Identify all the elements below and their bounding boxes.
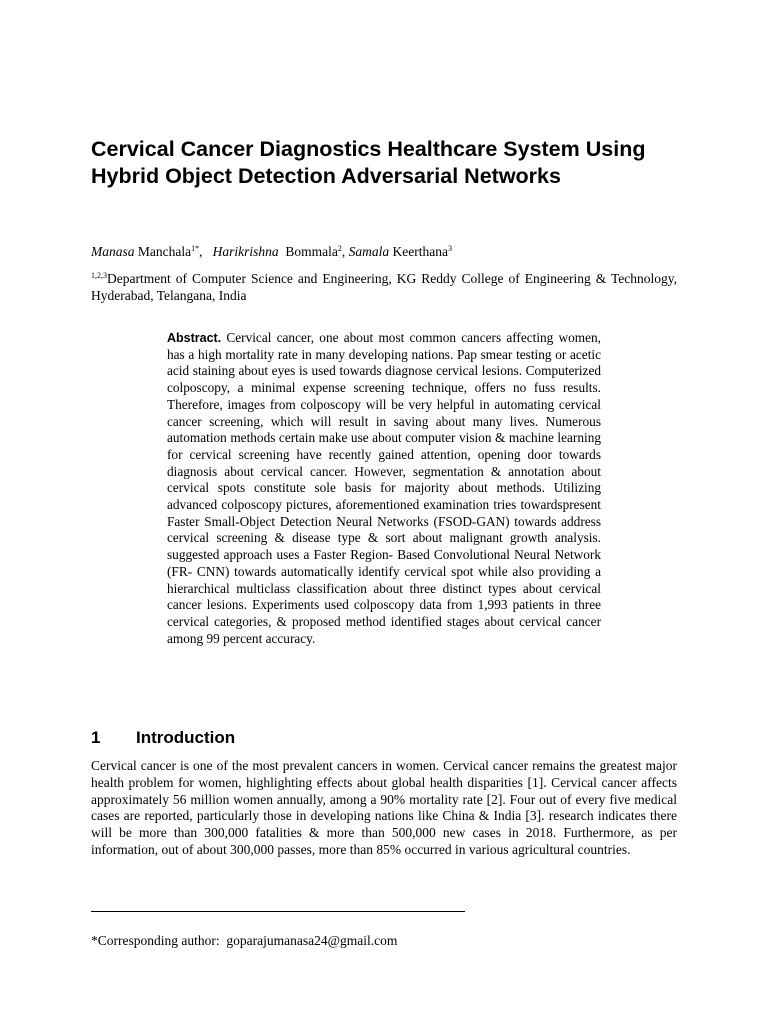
author: Samala Keerthana$^3$	[348, 244, 452, 259]
author-list: Manasa Manchala$^{1*}$, Harikrishna Bommala$^2$, Samala Keerthana$^3$	[91, 244, 452, 259]
introduction-paragraph: Cervical cancer is one of the most prevalent cancers in women. Cervical cancer remains the greatest major health problem for women, highlighting effects about global health disparities [1]. Cervical cancer affects approximately 56 million women annually, among a 90% mortality rate [2]. Four out of every five medical cases are reported, particularly those in developing nations like China & India [3]. research indicates there will be more than 300,000 fatalities & more than 500,000 new cases in 2018. Furthermore, as per information, out of about 300,000 passes, more than 85% occurred in various agricultural countries.	[91, 758, 677, 857]
author: Manasa Manchala$^{1*}$	[91, 244, 200, 259]
footnote-label: *Corresponding author:	[91, 933, 220, 948]
paper-title: Cervical Cancer Diagnostics Healthcare System Using Hybrid Object Detection Adversarial Networks	[91, 137, 646, 188]
author-email: goparajumanasa24@gmail.com	[226, 933, 398, 948]
section-heading-introduction	[91, 727, 491, 749]
section-number: 1	[91, 728, 101, 747]
abstract-text: Cervical cancer, one about most common cancers affecting women, has a high mortality rate in many developing nations. Pap smear testing or acetic acid staining about eyes is used towards diagnose cervical lesions. Computerized colposcopy, a minimal expense screening technique, offers no fuss results. Therefore, images from colposcopy will be very helpful in automating cervical cancer screening, which will result in saving about many lives. Numerous automation methods certain make use about computer vision & machine learning for cervical screening have recently gained attention, opening door towards diagnosis about cervical cancer. However, segmentation & annotation about cervical spots constitute sole basis for majority about methods. Utilizing advanced colposcopy pictures, aforementioned examination tries towardspresent Faster Small-Object Detection Neural Networks (FSOD-GAN) towards address cervical screening & disease type & sort about malignant growth analysis. suggested approach uses a Faster Region- Based Convolutional Neural Network (FR- CNN) towards automatically identify cervical spot while also providing a hierarchical multiclass classification about three distinct types about cervical cancer lesions. Experiments used colposcopy data from 1,993 patients in three cervical categories, & proposed method identified stages about cervical cancer among 99 percent accuracy.	[167, 330, 601, 646]
corresponding-author-footnote	[91, 932, 591, 949]
footnote-divider	[91, 911, 465, 912]
abstract-label: Abstract.	[167, 331, 222, 345]
author: Harikrishna Bommala$^2$	[212, 244, 342, 259]
section-title: Introduction	[136, 728, 236, 747]
abstract	[167, 330, 601, 647]
affiliation: $^{1,2,3}$Department of Computer Science and Engineering, KG Reddy College of Engineering & Technology, Hyderabad, Telangana, India	[91, 271, 677, 303]
